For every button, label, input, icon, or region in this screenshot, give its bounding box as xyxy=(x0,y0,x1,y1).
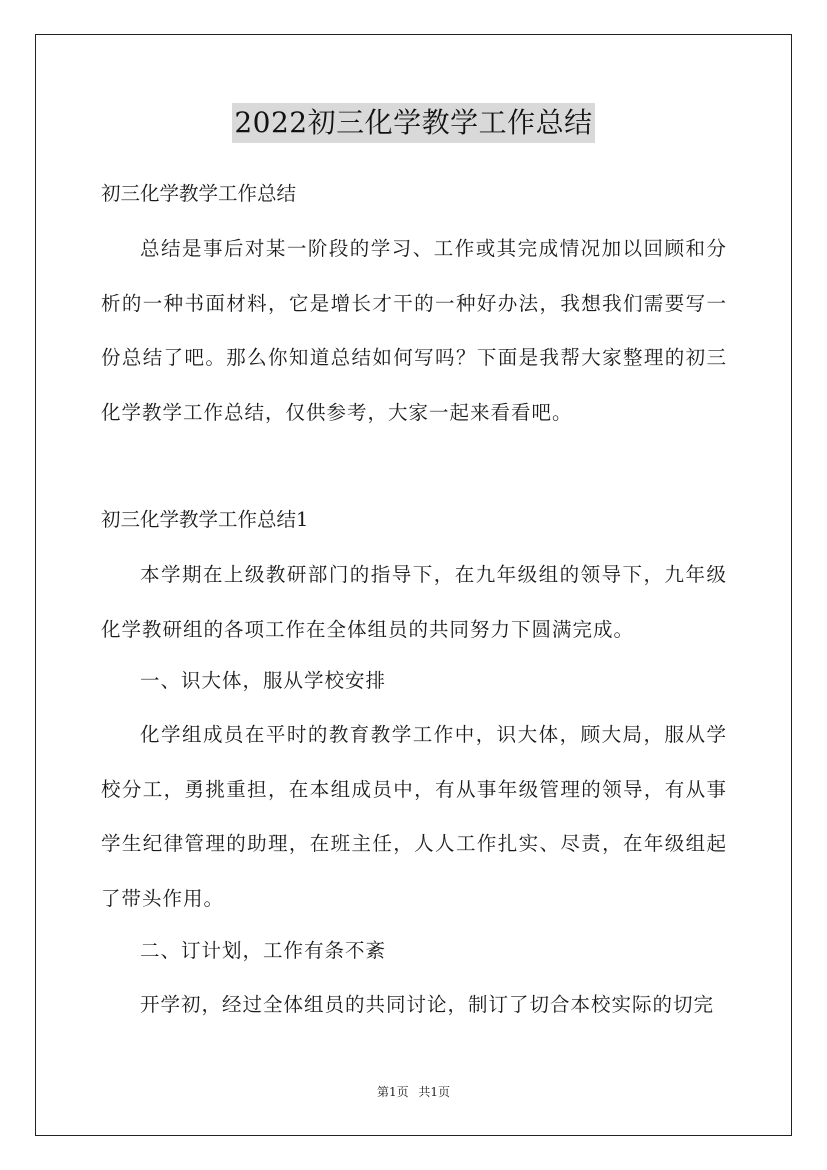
title-container xyxy=(0,103,827,143)
sub-heading-2: 二、订计划，工作有条不紊 xyxy=(140,939,387,962)
intro-paragraph: 总结是事后对某一阶段的学习、工作或其完成情况加以回顾和分析的一种书面材料，它是增长才干的一种好办法，我想我们需要写一份总结了吧。那么你知道总结如何写吗？下面是我帮大家整理的初三化学教学工作总结，仅供参考，大家一起来看看吧。 xyxy=(101,237,727,424)
page-number: 第1页 xyxy=(376,1085,409,1099)
section-heading: 初三化学教学工作总结1 xyxy=(101,508,309,531)
section-paragraph-3: 开学初，经过全体组员的共同讨论，制订了切合本校实际的切完 xyxy=(140,993,715,1016)
page-footer xyxy=(0,1084,827,1100)
sub-heading-1: 一、识大体，服从学校安排 xyxy=(140,669,387,692)
page-total: 共1页 xyxy=(418,1085,451,1099)
section-paragraph-2: 化学组成员在平时的教育教学工作中，识大体，顾大局，服从学校分工，勇挑重担，在本组成员中，有从事年级管理的领导，有从事学生纪律管理的助理，在班主任，人人工作扎实、尽责，在年级组起了带头作用。 xyxy=(101,723,727,910)
section-paragraph-1: 本学期在上级教研部门的指导下，在九年级组的领导下，九年级化学教研组的各项工作在全体组员的共同努力下圆满完成。 xyxy=(101,563,727,641)
intro-heading: 初三化学教学工作总结 xyxy=(101,182,297,205)
document-title: 2022初三化学教学工作总结 xyxy=(232,103,594,143)
